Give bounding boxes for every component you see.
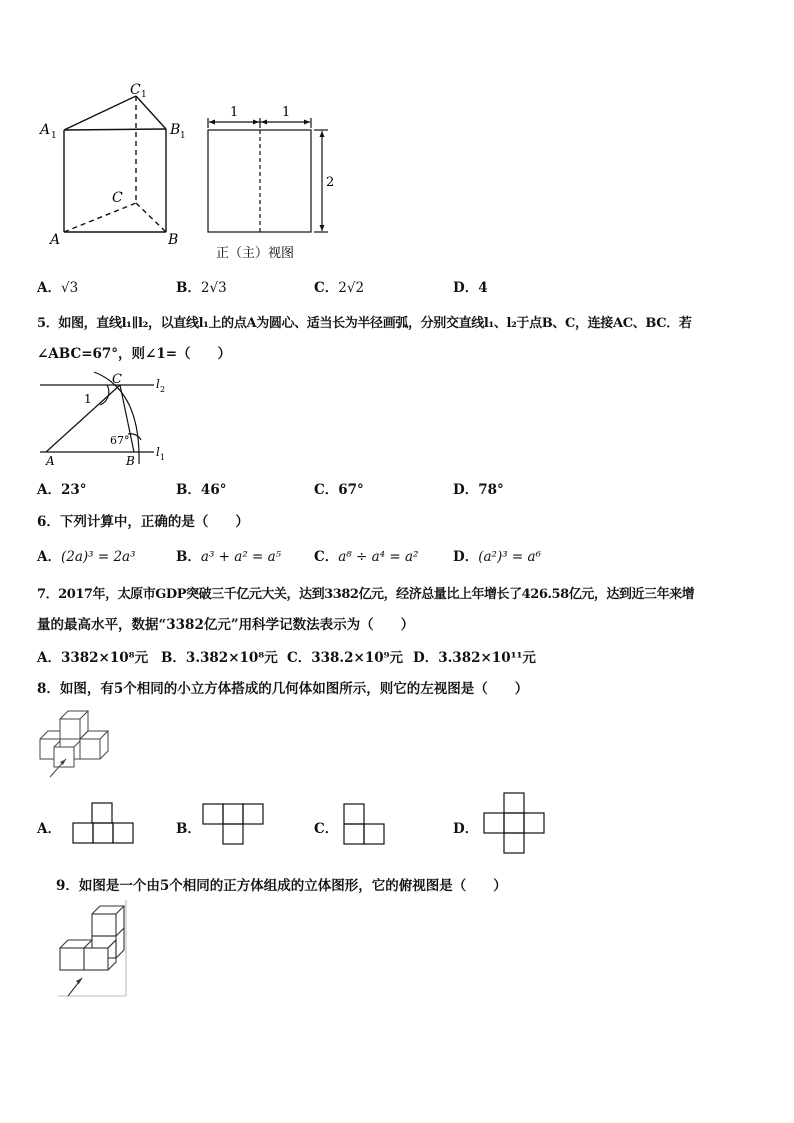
q8-option-a-figure[interactable]	[72, 800, 136, 848]
option-value: 4	[478, 280, 488, 296]
option-value: (a²)³ = a⁶	[478, 549, 541, 565]
option-letter: A．	[37, 549, 61, 565]
q7-option-a[interactable]	[37, 646, 148, 666]
q8-option-b[interactable]	[176, 817, 201, 837]
option-letter: A．	[37, 280, 61, 296]
option-value: 3382×10⁸元	[60, 650, 149, 666]
option-letter: B．	[176, 821, 201, 837]
label-b: B	[168, 232, 179, 248]
option-letter: C．	[314, 280, 339, 296]
option-letter: C．	[314, 549, 339, 565]
front-view-figure	[200, 100, 340, 265]
option-letter: C．	[287, 650, 312, 666]
q8-cube-figure	[36, 703, 116, 781]
q6-option-a[interactable]	[37, 545, 136, 565]
q7-stem-line2: 量的最高水平，数据“3382亿元”用科学记数法表示为（ ）	[37, 617, 415, 633]
label-c: C	[112, 372, 122, 387]
option-value: 78°	[478, 482, 504, 498]
label-a: A	[50, 232, 61, 248]
view-caption: 正（主）视图	[216, 246, 295, 261]
q6-option-d[interactable]	[453, 545, 541, 565]
label-b1: B	[170, 122, 181, 138]
option-value: 67°	[338, 482, 364, 498]
option-value: √3	[60, 280, 79, 296]
q7-option-d[interactable]	[413, 646, 536, 666]
q9-stem: 9．如图是一个由5个相同的正方体组成的立体图形，它的俯视图是（ ）	[56, 878, 507, 894]
prism-figure	[36, 82, 196, 252]
label-l2: l	[156, 377, 160, 391]
q8-option-c-figure[interactable]	[342, 802, 388, 850]
q6-stem: 6．下列计算中，正确的是（ ）	[37, 514, 249, 530]
label-a1-sub: 1	[51, 131, 57, 141]
label-67: 67°	[110, 434, 130, 447]
option-value: 2√3	[200, 280, 227, 296]
label-a1: A	[40, 122, 51, 138]
option-letter: D．	[453, 821, 479, 837]
label-l2-sub: 2	[160, 385, 166, 394]
q6-option-b[interactable]	[176, 545, 281, 565]
option-letter: D．	[453, 280, 479, 296]
label-l1: l	[156, 445, 160, 459]
option-letter: D．	[453, 549, 479, 565]
q5-stem-line1: 5．如图，直线l₁∥l₂，以直线l₁上的点A为圆心、适当长为半径画弧，分别交直线l₁、l₂于点B、C，连接AC、BC．若	[37, 316, 692, 331]
option-letter: D．	[453, 482, 479, 498]
q4-option-d[interactable]	[453, 276, 488, 296]
q8-option-d[interactable]	[453, 817, 478, 837]
q7-stem-line1: 7．2017年，太原市GDP突破三千亿元大关，达到3382亿元，经济总量比上年增长了426.58亿元，达到近三年来增	[37, 587, 695, 602]
q4-option-a[interactable]	[37, 276, 78, 296]
q4-option-b[interactable]	[176, 276, 227, 296]
q5-option-c[interactable]	[314, 478, 364, 498]
q8-stem: 8．如图，有5个相同的小立方体搭成的几何体如图所示，则它的左视图是（ ）	[37, 681, 529, 697]
q9-cube-figure	[54, 900, 134, 1000]
option-value: 3.382×10⁸元	[185, 650, 278, 666]
label-a: A	[46, 454, 55, 468]
label-c: C	[112, 190, 123, 206]
option-value: (2a)³ = 2a³	[60, 549, 136, 565]
dim-height: 2	[326, 175, 335, 190]
option-value: a³ + a² = a⁵	[200, 549, 282, 565]
q5-option-d[interactable]	[453, 478, 504, 498]
q8-option-b-figure[interactable]	[201, 802, 267, 850]
dim-left: 1	[230, 105, 239, 120]
option-letter: A．	[37, 482, 61, 498]
q7-option-c[interactable]	[287, 646, 403, 666]
option-value: 23°	[60, 482, 87, 498]
option-value: 2√2	[338, 280, 365, 296]
option-letter: B．	[176, 280, 201, 296]
option-letter: B．	[176, 482, 201, 498]
option-letter: C．	[314, 482, 339, 498]
option-letter: B．	[161, 650, 186, 666]
q5-figure	[36, 368, 176, 468]
option-value: 46°	[200, 482, 227, 498]
option-value: a⁸ ÷ a⁴ = a²	[338, 549, 419, 565]
q8-option-c[interactable]	[314, 817, 338, 837]
label-b: B	[126, 454, 135, 468]
label-c1: C	[130, 82, 141, 98]
q8-option-a[interactable]	[37, 817, 61, 837]
q8-option-d-figure[interactable]	[482, 791, 548, 857]
q4-option-c[interactable]	[314, 276, 364, 296]
q5-stem-line2: ∠ABC=67°，则∠1=（ ）	[37, 346, 232, 362]
label-c1-sub: 1	[141, 90, 147, 100]
option-letter: C．	[314, 821, 339, 837]
q6-option-c[interactable]	[314, 545, 418, 565]
label-l1-sub: 1	[160, 453, 166, 462]
option-letter: B．	[176, 549, 201, 565]
dim-right: 1	[282, 105, 291, 120]
option-letter: D．	[413, 650, 439, 666]
q5-option-b[interactable]	[176, 478, 226, 498]
option-value: 3.382×10¹¹元	[438, 650, 536, 666]
option-value: 338.2×10⁹元	[311, 650, 404, 666]
option-letter: A．	[37, 650, 61, 666]
q5-option-a[interactable]	[37, 478, 87, 498]
option-letter: A．	[37, 821, 61, 837]
q7-option-b[interactable]	[161, 646, 278, 666]
label-angle-1: 1	[84, 392, 92, 406]
label-b1-sub: 1	[180, 131, 186, 141]
